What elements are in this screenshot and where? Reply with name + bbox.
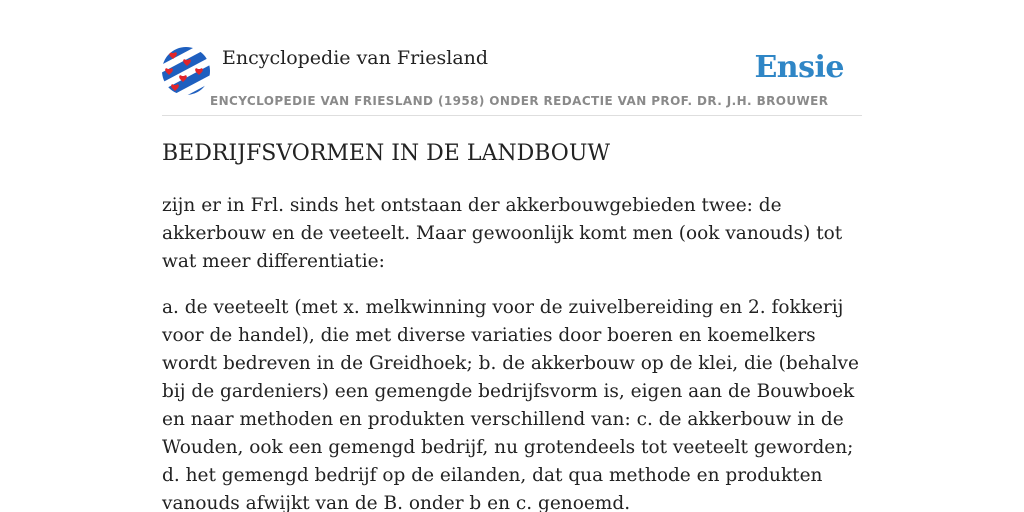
- header-divider: [162, 115, 862, 116]
- article-paragraph: a. de veeteelt (met x. melkwinning voor de zuivelbereiding en 2. fokkerij voor de handel), die met diverse variaties door boeren en koemelkers wordt bedreven in de Greidhoek; b. de akkerbouw op de klei, die (behalve bij de gardeniers) een gemengde bedrijfsvorm is, eigen aan de Bouwboek en naar methoden en produkten verschillend van: c. de akkerbouw in de Wouden, ook een gemengd bedrijf, nu grotendeels tot veeteelt geworden; d. het gemengd bedrijf op de eilanden, dat qua methode en produkten vanouds afwijkt van de B. onder b en c. genoemd.: [162, 297, 859, 512]
- frisian-flag-icon[interactable]: [162, 47, 210, 95]
- article-body: [162, 192, 862, 512]
- article-paragraph: zijn er in Frl. sinds het ontstaan der akkerbouwgebieden twee: de akkerbouw en de veeteelt. Maar gewoonlijk komt men (ook vanouds) tot wat meer differentiatie:: [162, 195, 843, 272]
- site-title[interactable]: Encyclopedie van Friesland: [222, 47, 489, 69]
- ensie-logo-link[interactable]: Ensie: [754, 50, 844, 85]
- encyclopedia-subtitle: ENCYCLOPEDIE VAN FRIESLAND (1958) ONDER REDACTIE VAN PROF. DR. J.H. BROUWER: [210, 94, 829, 108]
- article-title: BEDRIJFSVORMEN IN DE LANDBOUW: [162, 141, 610, 166]
- header: [162, 44, 862, 116]
